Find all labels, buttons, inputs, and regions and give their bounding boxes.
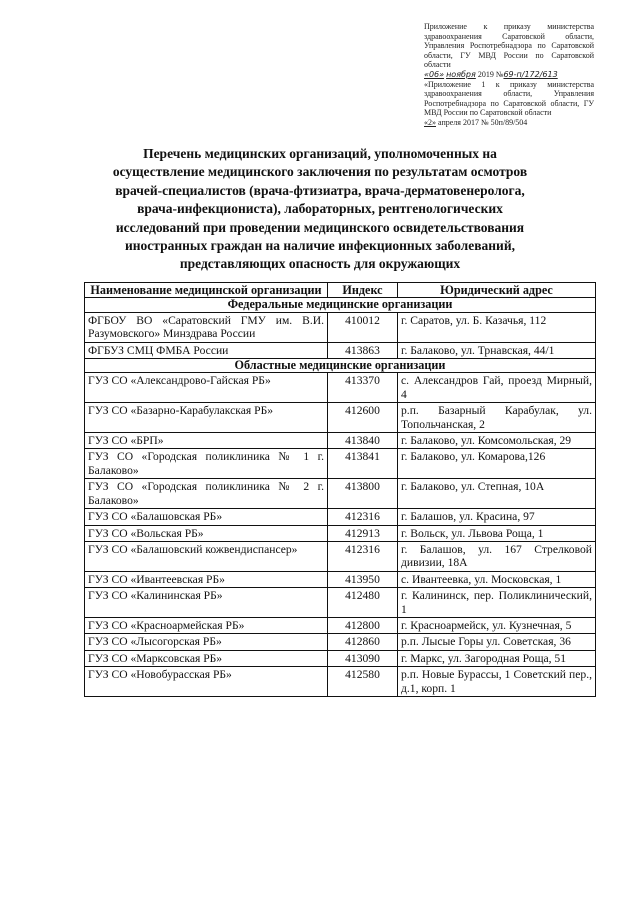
- table-row: [85, 509, 596, 525]
- org-name: ГУЗ СО «Лысогорская РБ»: [85, 634, 328, 650]
- table-row: [85, 403, 596, 433]
- org-name: ГУЗ СО «Балашовский кожвендиспансер»: [85, 541, 328, 571]
- org-name: ГУЗ СО «Новобурасская РБ»: [85, 667, 328, 697]
- org-name: ГУЗ СО «Базарно-Карабулакская РБ»: [85, 403, 328, 433]
- org-address: г. Балаково, ул. Комарова,126: [398, 449, 596, 479]
- org-name: ГУЗ СО «Александрово-Гайская РБ»: [85, 373, 328, 403]
- org-address: с. Ивантеевка, ул. Московская, 1: [398, 571, 596, 587]
- date-day: «06»: [424, 69, 445, 79]
- org-index: 413090: [328, 650, 398, 666]
- org-address: г. Балаково, ул. Трнавская, 44/1: [398, 342, 596, 358]
- header-address: Юридический адрес: [398, 283, 596, 298]
- org-index: 413863: [328, 342, 398, 358]
- org-address: г. Балаково, ул. Комсомольская, 29: [398, 433, 596, 449]
- org-index: 412316: [328, 541, 398, 571]
- title-line: осуществление медицинского заключения по результатам осмотров: [112, 164, 528, 180]
- table-row: [85, 571, 596, 587]
- table-row: [85, 342, 596, 358]
- org-address: г. Балашов, ул. Красина, 97: [398, 509, 596, 525]
- header-index: Индекс: [328, 283, 398, 298]
- org-index: 413800: [328, 479, 398, 509]
- org-index: 413370: [328, 373, 398, 403]
- date-number-prefix: №: [495, 69, 504, 79]
- org-index: 413840: [328, 433, 398, 449]
- org-index: 410012: [328, 312, 398, 342]
- org-index: 413950: [328, 571, 398, 587]
- org-address: г. Саратов, ул. Б. Казачья, 112: [398, 312, 596, 342]
- title-line: представляющих опасность для окружающих: [179, 256, 461, 272]
- org-index: 412480: [328, 588, 398, 618]
- document-title: [60, 145, 580, 274]
- table-row: [85, 433, 596, 449]
- org-name: ГУЗ СО «Балашовская РБ»: [85, 509, 328, 525]
- org-name: ГУЗ СО «Вольская РБ»: [85, 525, 328, 541]
- org-index: 413841: [328, 449, 398, 479]
- org-name: ГУЗ СО «Ивантеевская РБ»: [85, 571, 328, 587]
- title-line: врача-инфекциониста), лабораторных, рентгенологических: [137, 201, 503, 217]
- org-index: 412316: [328, 509, 398, 525]
- org-name: ГУЗ СО «Городская поликлиника № 1 г. Балаково»: [85, 449, 328, 479]
- date-year: 2019: [477, 69, 494, 79]
- table-row: [85, 541, 596, 571]
- table-row: [85, 312, 596, 342]
- header-row: [85, 283, 596, 298]
- header-name: Наименование медицинской организации: [85, 283, 328, 298]
- title-line: Перечень медицинских организаций, уполномоченных на: [143, 146, 497, 161]
- org-address: р.п. Лысые Горы ул. Советская, 36: [398, 634, 596, 650]
- section-row: [85, 298, 596, 312]
- date-number: 69-п/172/613: [503, 69, 558, 79]
- title-line: врачей-специалистов (врача-фтизиатра, врача-дерматовенеролога,: [115, 182, 525, 198]
- section-title: Областные медицинские организации: [85, 359, 596, 373]
- table-row: [85, 449, 596, 479]
- org-address: г. Маркс, ул. Загородная Роща, 51: [398, 650, 596, 666]
- org-name: ФГБОУ ВО «Саратовский ГМУ им. В.И. Разумовского» Минздрава России: [85, 312, 328, 342]
- org-name: ГУЗ СО «Городская поликлиника № 2 г. Балаково»: [85, 479, 328, 509]
- org-address: г. Балаково, ул. Степная, 10А: [398, 479, 596, 509]
- table-row: [85, 588, 596, 618]
- table-row: [85, 373, 596, 403]
- org-address: г. Калининск, пер. Поликлинический, 1: [398, 588, 596, 618]
- org-index: 412600: [328, 403, 398, 433]
- org-name: ФГБУЗ СМЦ ФМБА России: [85, 342, 328, 358]
- org-index: 412860: [328, 634, 398, 650]
- org-name: ГУЗ СО «Калининская РБ»: [85, 588, 328, 618]
- appendix-line-1: Приложение к приказу министерства здравоохранения Саратовской области, Управления Роспотребнадзора по Саратовской области, ГУ МВД России по Саратовской области: [424, 22, 594, 70]
- org-index: 412800: [328, 617, 398, 633]
- appendix-note: [424, 22, 594, 128]
- org-index: 412913: [328, 525, 398, 541]
- table-row: [85, 650, 596, 666]
- line3-rest: апреля 2017 № 50п/89/504: [438, 117, 528, 127]
- org-address: г. Красноармейск, ул. Кузнечная, 5: [398, 617, 596, 633]
- table-row: [85, 479, 596, 509]
- table-row: [85, 617, 596, 633]
- table-row: [85, 525, 596, 541]
- org-name: ГУЗ СО «Марксовская РБ»: [85, 650, 328, 666]
- title-line: иностранных граждан на наличие инфекционных заболеваний,: [125, 238, 515, 254]
- org-name: ГУЗ СО «БРП»: [85, 433, 328, 449]
- organizations-table: [84, 282, 596, 697]
- org-address: г. Вольск, ул. Львова Роща, 1: [398, 525, 596, 541]
- org-address: р.п. Базарный Карабулак, ул. Топольчанская, 2: [398, 403, 596, 433]
- appendix-line-3: [424, 118, 594, 128]
- table-row: [85, 634, 596, 650]
- title-line: исследований при проведении медицинского освидетельствования: [115, 219, 525, 235]
- line3-day: «2»: [424, 117, 436, 127]
- section-row: [85, 359, 596, 373]
- date-month: ноября: [446, 69, 476, 79]
- section-title: Федеральные медицинские организации: [85, 298, 596, 312]
- org-address: с. Александров Гай, проезд Мирный, 4: [398, 373, 596, 403]
- org-address: р.п. Новые Бурассы, 1 Советский пер., д.1, корп. 1: [398, 667, 596, 697]
- org-index: 412580: [328, 667, 398, 697]
- table-row: [85, 667, 596, 697]
- org-name: ГУЗ СО «Красноармейская РБ»: [85, 617, 328, 633]
- appendix-date-line: [424, 70, 594, 80]
- org-address: г. Балашов, ул. 167 Стрелковой дивизии, 18А: [398, 541, 596, 571]
- appendix-line-2: «Приложение 1 к приказу министерства здравоохранения области, Управления Роспотребнадзора по Саратовской области, ГУ МВД России по Саратовской области: [424, 79, 594, 118]
